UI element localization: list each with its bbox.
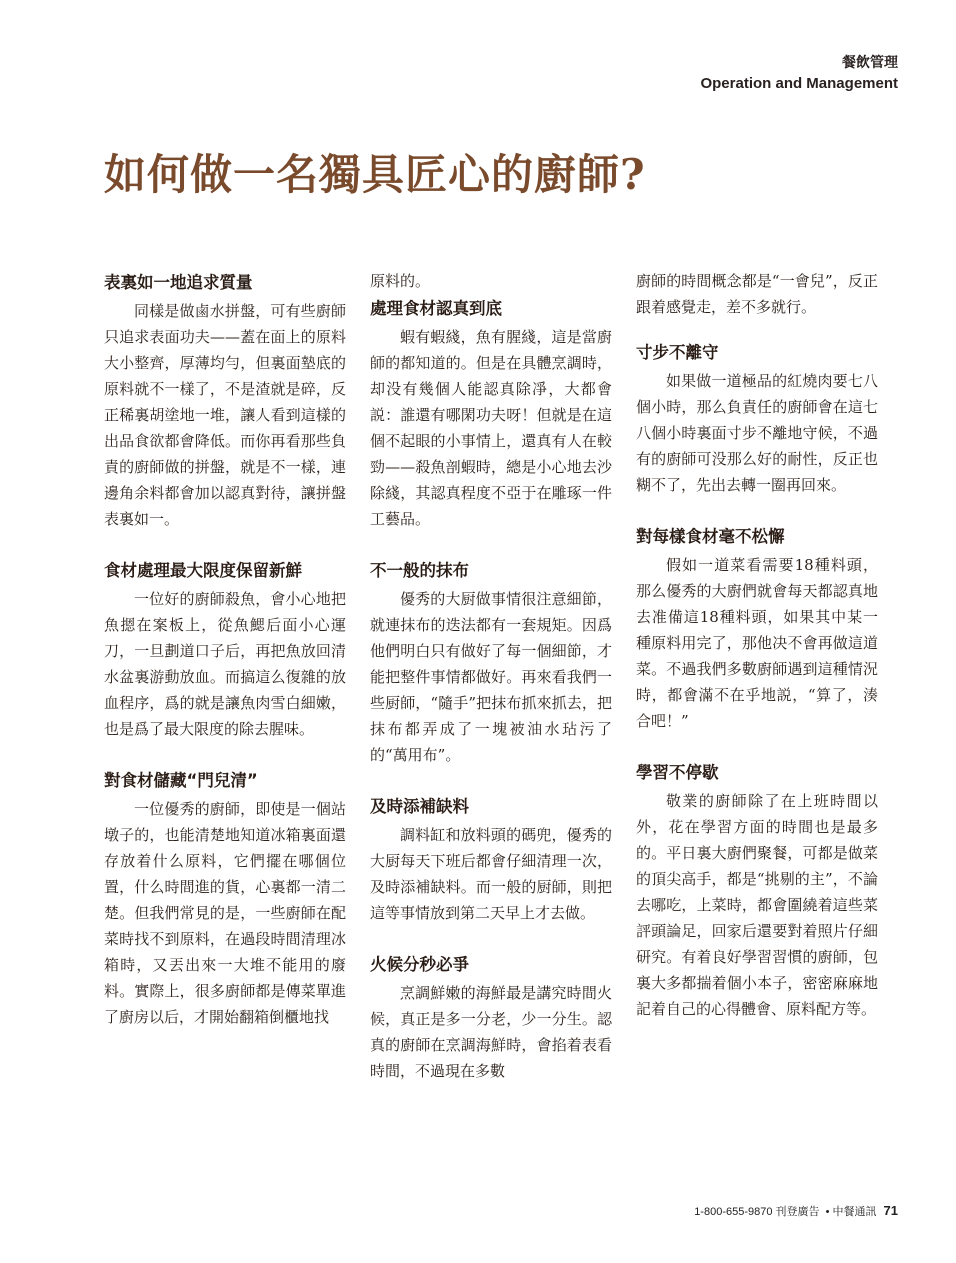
section-paragraph: 如果做一道極品的紅燒肉要七八個小時，那么負責任的廚師會在這七八個小時裏面寸步不離地守候，不過有的廚師可没那么好的耐性，反正也糊不了，先出去轉一圈再回來。 bbox=[636, 372, 878, 494]
section-paragraph: 烹調鮮嫩的海鮮最是講究時間火候，真正是多一分老，少一分生。認真的廚師在烹調海鮮時，會掐着表看時間，不過現在多數 bbox=[370, 984, 612, 1080]
footer-ad-text: 刊登廣告 bbox=[775, 1206, 820, 1218]
section-heading: 火候分秒必爭 bbox=[370, 955, 469, 974]
continued-paragraph: 廚師的時間概念都是“一會兒”，反正跟着感覺走，差不多就行。 bbox=[636, 272, 878, 316]
section-heading: 對每樣食材毫不松懈 bbox=[636, 527, 785, 546]
section-title-english: Operation and Management bbox=[700, 75, 898, 92]
section-paragraph: 蝦有蝦綫，魚有腥綫，這是當廚師的都知道的。但是在具體烹調時，却没有幾個人能認真除凈，大都會説：誰還有哪閑功夫呀！但就是在這個不起眼的小事情上，還真有人在較勁——殺魚剖蝦時，總是小心地去沙除綫，其認真程度不亞于在雕琢一件工藝品。 bbox=[370, 328, 612, 528]
section-paragraph: 優秀的大厨做事情很注意細節，就連抹布的迭法都有一套規矩。因爲他們明白只有做好了每一個細節，才能把整件事情都做好。再來看我們一些厨師，“隨手”把抹布抓來抓去，把抹布都弄成了一塊被油水玷污了的“萬用布”。 bbox=[370, 590, 612, 764]
section-paragraph: 敬業的廚師除了在上班時間以外，花在學習方面的時間也是最多的。平日裏大廚們聚餐，可都是做菜的頂尖高手，都是“挑剔的主”，不論去哪吃，上菜時，都會圍繞着這些菜評頭論足，回家后還要對着照片仔細研究。有着良好學習習慣的廚師，包裏大多都揣着個小本子，密密麻麻地記着自己的心得體會、原料配方等。 bbox=[636, 792, 878, 1018]
continued-paragraph: 原料的。 bbox=[370, 272, 431, 290]
page-number: 71 bbox=[883, 1203, 898, 1218]
section-heading: 及時添補缺料 bbox=[370, 797, 469, 816]
section-heading: 學習不停歇 bbox=[636, 763, 719, 782]
section-paragraph: 同樣是做鹵水拼盤，可有些廚師只追求表面功夫——蓋在面上的原料大小整齊，厚薄均勻，但裏面墊底的原料就不一樣了，不是渣就是碎，反正稀裏胡塗地一堆，讓人看到這樣的出品食欲都會降低。而你再看那些負責的廚師做的拼盤，就是不一樣，連邊角余料都會加以認真對待，讓拼盤表裏如一。 bbox=[104, 302, 346, 528]
section-heading: 不一般的抹布 bbox=[370, 561, 469, 580]
section-paragraph: 調料缸和放料頭的碼兜，優秀的大厨每天下班后都會仔細清理一次，及時添補缺料。而一般的厨師，則把這等事情放到第二天早上才去做。 bbox=[370, 826, 612, 922]
section-title-chinese: 餐飲管理 bbox=[842, 55, 898, 71]
section-paragraph: 一位好的廚師殺魚，會小心地把魚摁在案板上，從魚鰓后面小心運刀，一旦劃道口子后，再把魚放回清水盆裏游動放血。而搞這么復雜的放血程序，爲的就是讓魚肉雪白細嫩，也是爲了最大限度的除去腥味。 bbox=[104, 590, 346, 738]
section-heading: 對食材儲藏“門兒清” bbox=[104, 771, 258, 790]
section-heading: 食材處理最大限度保留新鮮 bbox=[104, 561, 302, 580]
article-column-2 bbox=[370, 268, 612, 1084]
footer-bullet: • bbox=[825, 1206, 830, 1218]
footer-phone: 1-800-655-9870 bbox=[694, 1206, 773, 1218]
footer-magazine: 中餐通訊 bbox=[832, 1206, 877, 1218]
section-heading: 處理食材認真到底 bbox=[370, 299, 502, 318]
article-column-3 bbox=[636, 268, 878, 1022]
section-heading: 表裏如一地追求質量 bbox=[104, 273, 253, 292]
article-title: 如何做一名獨具匠心的廚師? bbox=[104, 150, 646, 199]
section-heading: 寸步不離守 bbox=[636, 343, 719, 362]
section-paragraph: 一位優秀的廚師，即使是一個站墩子的，也能清楚地知道冰箱裏面還存放着什么原料，它們擺在哪個位置，什么時間進的貨，心裏都一清二楚。但我們常見的是，一些廚師在配菜時找不到原料，在過段時間清理冰箱時，又丟出來一大堆不能用的廢料。實際上，很多廚師都是傳菜單進了廚房以后，才開始翻箱倒櫃地找 bbox=[104, 800, 346, 1026]
article-column-1 bbox=[104, 268, 346, 1030]
page-footer bbox=[694, 1203, 898, 1219]
section-paragraph: 假如一道菜看需要18種料頭，那么優秀的大廚們就會每天都認真地去准備這18種料頭，如果其中某一種原料用完了，那他决不會再做這道菜。不過我們多數廚師遇到這種情況時，都會滿不在乎地説，“算了，湊合吧！” bbox=[636, 556, 878, 730]
